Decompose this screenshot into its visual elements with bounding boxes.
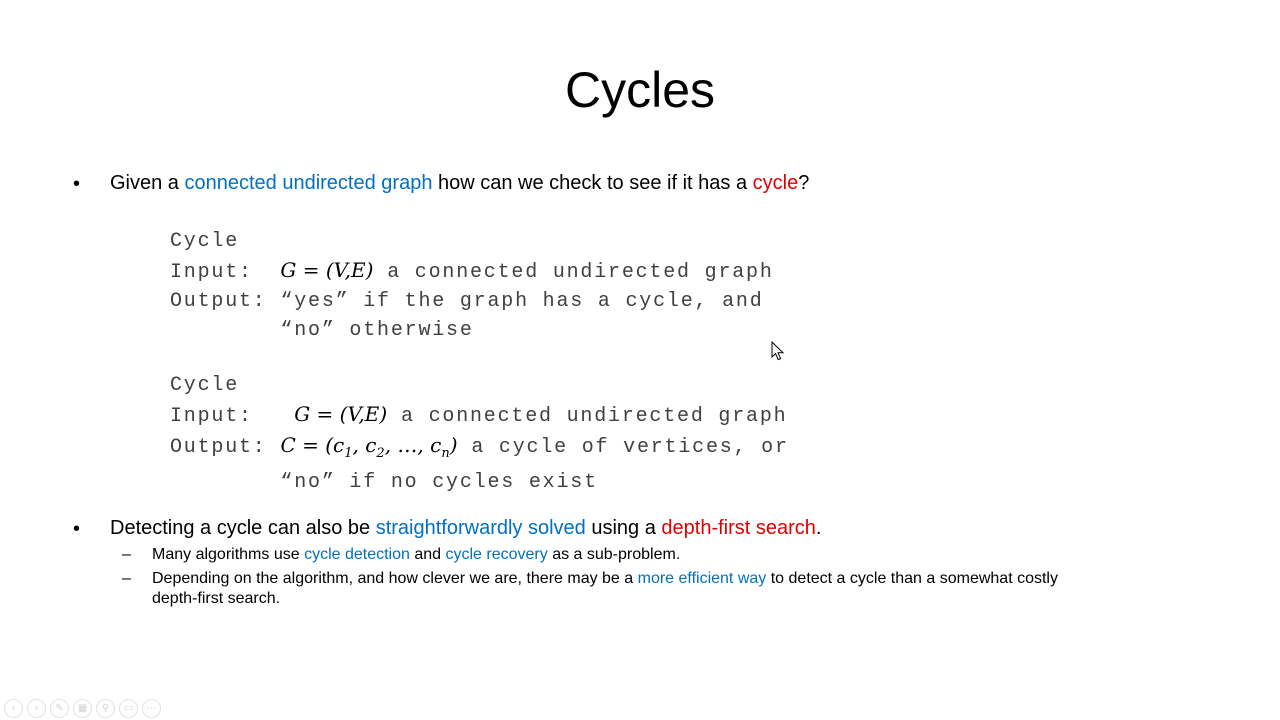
problem-name: Cycle xyxy=(170,230,240,253)
bullet-text: . xyxy=(815,517,822,539)
output-math xyxy=(280,433,458,461)
sub-text: Many algorithms use xyxy=(152,546,305,563)
bullet-question xyxy=(110,170,809,196)
highlight-straightforwardly-solved: straightforwardly solved xyxy=(375,517,586,539)
math-subscript: n xyxy=(441,446,450,461)
sub-text: to detect a cycle than a somewhat costly xyxy=(766,570,1058,587)
output-text-continued: “no” if no cycles exist xyxy=(280,471,598,494)
bullet-text: how can we check to see if it has a xyxy=(432,172,753,194)
highlight-depth-first-search: depth-first search xyxy=(661,517,816,539)
sub-text-continued: depth-first search. xyxy=(152,590,281,607)
slides-icon[interactable]: ▦ xyxy=(73,699,92,718)
next-icon[interactable]: › xyxy=(27,699,46,718)
bullet-text: Detecting a cycle can also be xyxy=(110,517,376,539)
sub-bullet-algorithms xyxy=(152,545,680,565)
problem-name: Cycle xyxy=(170,374,240,397)
math-part: C = (c xyxy=(280,433,345,457)
prev-icon[interactable]: ‹ xyxy=(4,699,23,718)
bullet-text: using a xyxy=(585,517,662,539)
bullet-dfs xyxy=(110,515,821,541)
sub-bullet-marker: – xyxy=(122,546,131,563)
input-math: G = (V,E) xyxy=(280,258,374,282)
output-text: a cycle of vertices, or xyxy=(457,436,789,459)
bullet-marker: • xyxy=(73,518,81,540)
problem-decision xyxy=(170,227,774,345)
input-math: G = (V,E) xyxy=(294,402,388,426)
highlight-connected-undirected-graph: connected undirected graph xyxy=(184,172,433,194)
highlight-cycle-recovery: cycle recovery xyxy=(445,546,548,563)
math-part: ) xyxy=(449,433,458,457)
pen-icon[interactable]: ✎ xyxy=(50,699,69,718)
zoom-icon[interactable]: ⚲ xyxy=(96,699,115,718)
math-part: , …, c xyxy=(384,433,442,457)
highlight-cycle-detection: cycle detection xyxy=(304,546,410,563)
output-text-continued: “no” otherwise xyxy=(280,319,474,342)
math-subscript: 1 xyxy=(344,446,353,461)
math-part: , c xyxy=(352,433,377,457)
bullet-text: Given a xyxy=(110,172,185,194)
more-icon[interactable]: ⋯ xyxy=(142,699,161,718)
math-subscript: 2 xyxy=(376,446,385,461)
bullet-text: ? xyxy=(798,172,810,194)
input-text: a connected undirected graph xyxy=(373,261,774,284)
output-text: “yes” if the graph has a cycle, and xyxy=(280,290,764,313)
sub-text: as a sub-problem. xyxy=(547,546,681,563)
problem-search xyxy=(170,371,789,497)
input-text: a connected undirected graph xyxy=(387,405,788,428)
bullet-marker: • xyxy=(73,173,81,195)
slide-title: Cycles xyxy=(564,62,716,118)
presentation-toolbar xyxy=(4,699,161,718)
sub-bullet-efficient xyxy=(152,569,1232,609)
sub-text: and xyxy=(409,546,446,563)
input-label: Input: xyxy=(170,261,253,284)
highlight-more-efficient-way: more efficient way xyxy=(637,570,767,587)
subtitles-icon[interactable]: ▭ xyxy=(119,699,138,718)
output-label: Output: xyxy=(170,436,267,459)
sub-text: Depending on the algorithm, and how clever we are, there may be a xyxy=(152,570,638,587)
highlight-cycle: cycle xyxy=(752,172,799,194)
input-label: Input: xyxy=(170,405,253,428)
mouse-cursor-icon xyxy=(771,341,787,363)
output-label: Output: xyxy=(170,290,267,313)
sub-bullet-marker: – xyxy=(122,570,131,587)
